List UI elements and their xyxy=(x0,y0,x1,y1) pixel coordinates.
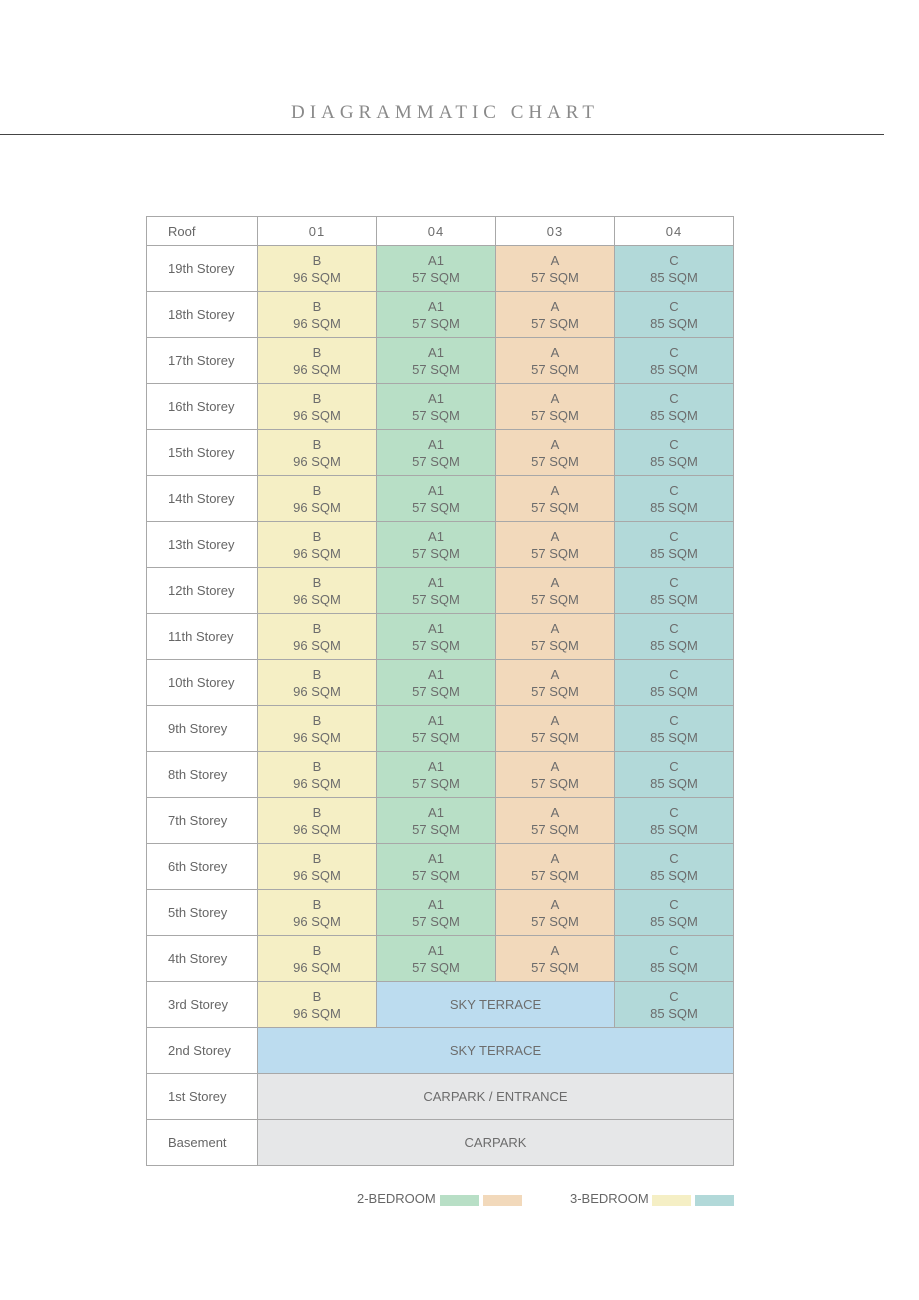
unit-size-label: 57 SQM xyxy=(412,913,460,929)
floor-row xyxy=(147,660,734,706)
unit-size-label: 96 SQM xyxy=(293,453,341,469)
legend-label-3-bedroom: 3-BEDROOM xyxy=(570,1191,649,1206)
unit-cell xyxy=(377,844,496,890)
floor-label: 19th Storey xyxy=(147,246,258,292)
unit-cell xyxy=(615,476,734,522)
unit-size-label: 96 SQM xyxy=(293,545,341,561)
floor-row xyxy=(147,614,734,660)
unit-cell xyxy=(496,798,615,844)
floor-row xyxy=(147,798,734,844)
unit-size-label: 57 SQM xyxy=(412,959,460,975)
unit-size-label: 85 SQM xyxy=(650,959,698,975)
unit-cell xyxy=(615,568,734,614)
unit-cell xyxy=(258,384,377,430)
unit-size-label: 57 SQM xyxy=(412,729,460,745)
unit-type-label: B xyxy=(312,896,322,912)
roof-label: Roof xyxy=(147,217,258,246)
unit-type-label: A xyxy=(550,482,560,498)
unit-type-label: C xyxy=(669,574,679,590)
unit-size-label: 57 SQM xyxy=(412,683,460,699)
unit-type-label: C xyxy=(669,528,679,544)
unit-cell xyxy=(258,660,377,706)
floor-label: 2nd Storey xyxy=(147,1028,258,1074)
unit-cell xyxy=(258,476,377,522)
floor-label: 7th Storey xyxy=(147,798,258,844)
floor-row xyxy=(147,522,734,568)
unit-size-label: 96 SQM xyxy=(293,1005,341,1021)
unit-cell xyxy=(496,430,615,476)
unit-cell xyxy=(496,522,615,568)
sky-terrace-cell: SKY TERRACE xyxy=(258,1028,734,1074)
unit-type-label: C xyxy=(669,344,679,360)
unit-size-label: 57 SQM xyxy=(531,591,579,607)
unit-size-label: 57 SQM xyxy=(412,315,460,331)
unit-type-label: A xyxy=(550,574,560,590)
unit-size-label: 96 SQM xyxy=(293,361,341,377)
unit-type-label: B xyxy=(312,942,322,958)
unit-cell xyxy=(258,430,377,476)
floor-row xyxy=(147,936,734,982)
unit-type-label: A1 xyxy=(428,344,444,360)
unit-size-label: 85 SQM xyxy=(650,729,698,745)
unit-cell xyxy=(615,292,734,338)
unit-type-label: A1 xyxy=(428,758,444,774)
unit-cell xyxy=(377,384,496,430)
unit-size-label: 57 SQM xyxy=(531,913,579,929)
unit-type-label: A xyxy=(550,252,560,268)
unit-type-label: A1 xyxy=(428,252,444,268)
unit-size-label: 57 SQM xyxy=(531,683,579,699)
header-row xyxy=(147,217,734,246)
unit-type-label: A1 xyxy=(428,574,444,590)
unit-size-label: 85 SQM xyxy=(650,545,698,561)
floor-label: 3rd Storey xyxy=(147,982,258,1028)
unit-size-label: 85 SQM xyxy=(650,591,698,607)
unit-cell xyxy=(377,246,496,292)
unit-type-label: B xyxy=(312,712,322,728)
unit-cell xyxy=(258,568,377,614)
unit-size-label: 96 SQM xyxy=(293,315,341,331)
unit-type-label: B xyxy=(312,574,322,590)
unit-type-label: A1 xyxy=(428,942,444,958)
unit-type-label: A xyxy=(550,850,560,866)
unit-cell xyxy=(377,614,496,660)
floor-row xyxy=(147,568,734,614)
unit-size-label: 85 SQM xyxy=(650,821,698,837)
floor-label: 8th Storey xyxy=(147,752,258,798)
unit-cell xyxy=(496,568,615,614)
unit-cell xyxy=(258,844,377,890)
floor-label: 12th Storey xyxy=(147,568,258,614)
unit-chart-table xyxy=(146,216,734,1166)
floor-row xyxy=(147,890,734,936)
unit-cell xyxy=(496,384,615,430)
unit-cell xyxy=(615,706,734,752)
unit-cell xyxy=(258,614,377,660)
unit-type-label: A1 xyxy=(428,298,444,314)
unit-size-label: 57 SQM xyxy=(531,315,579,331)
unit-type-label: A1 xyxy=(428,482,444,498)
floor-row xyxy=(147,476,734,522)
unit-type-label: B xyxy=(312,528,322,544)
unit-cell xyxy=(615,430,734,476)
unit-type-label: A1 xyxy=(428,390,444,406)
unit-cell xyxy=(496,660,615,706)
unit-cell xyxy=(615,936,734,982)
unit-type-label: A xyxy=(550,896,560,912)
unit-cell xyxy=(377,568,496,614)
legend-swatch-2-bedroom-a1 xyxy=(440,1195,479,1206)
unit-size-label: 96 SQM xyxy=(293,407,341,423)
unit-size-label: 57 SQM xyxy=(412,269,460,285)
unit-cell xyxy=(496,936,615,982)
legend-label-2-bedroom: 2-BEDROOM xyxy=(357,1191,436,1206)
unit-size-label: 57 SQM xyxy=(531,269,579,285)
unit-cell xyxy=(258,338,377,384)
unit-type-label: C xyxy=(669,620,679,636)
floor-row xyxy=(147,338,734,384)
unit-type-label: C xyxy=(669,436,679,452)
floor-label: 11th Storey xyxy=(147,614,258,660)
unit-cell xyxy=(377,476,496,522)
floor-label: 13th Storey xyxy=(147,522,258,568)
unit-type-label: C xyxy=(669,850,679,866)
floor-row xyxy=(147,1120,734,1166)
unit-size-label: 96 SQM xyxy=(293,821,341,837)
unit-cell xyxy=(615,522,734,568)
unit-size-label: 57 SQM xyxy=(531,637,579,653)
page-title: DIAGRAMMATIC CHART xyxy=(291,102,599,123)
unit-size-label: 57 SQM xyxy=(531,499,579,515)
floor-row xyxy=(147,982,734,1028)
unit-type-label: A xyxy=(550,758,560,774)
unit-type-label: A1 xyxy=(428,528,444,544)
unit-type-label: C xyxy=(669,712,679,728)
unit-size-label: 57 SQM xyxy=(531,545,579,561)
unit-type-label: B xyxy=(312,850,322,866)
unit-type-label: C xyxy=(669,758,679,774)
unit-type-label: B xyxy=(312,390,322,406)
unit-cell xyxy=(496,614,615,660)
unit-type-label: A xyxy=(550,620,560,636)
floor-label: 17th Storey xyxy=(147,338,258,384)
unit-cell xyxy=(496,890,615,936)
unit-cell xyxy=(615,982,734,1028)
unit-type-label: A1 xyxy=(428,850,444,866)
unit-size-label: 85 SQM xyxy=(650,315,698,331)
unit-cell xyxy=(377,338,496,384)
unit-cell xyxy=(377,660,496,706)
floor-label: 16th Storey xyxy=(147,384,258,430)
unit-type-label: A xyxy=(550,666,560,682)
unit-cell xyxy=(377,292,496,338)
unit-size-label: 57 SQM xyxy=(412,545,460,561)
unit-type-label: A xyxy=(550,712,560,728)
unit-type-label: B xyxy=(312,482,322,498)
unit-type-label: C xyxy=(669,390,679,406)
unit-size-label: 85 SQM xyxy=(650,637,698,653)
unit-type-label: B xyxy=(312,252,322,268)
unit-cell xyxy=(258,936,377,982)
unit-size-label: 57 SQM xyxy=(412,361,460,377)
unit-type-label: B xyxy=(312,436,322,452)
legend-swatch-3-bedroom-b xyxy=(652,1195,691,1206)
unit-size-label: 57 SQM xyxy=(531,959,579,975)
unit-size-label: 57 SQM xyxy=(412,867,460,883)
unit-cell xyxy=(615,614,734,660)
unit-cell xyxy=(258,246,377,292)
unit-cell xyxy=(258,752,377,798)
unit-size-label: 57 SQM xyxy=(531,729,579,745)
floor-row xyxy=(147,384,734,430)
unit-type-label: A xyxy=(550,298,560,314)
unit-type-label: B xyxy=(312,298,322,314)
unit-cell xyxy=(377,430,496,476)
unit-cell xyxy=(496,844,615,890)
unit-cell xyxy=(258,522,377,568)
unit-cell xyxy=(377,936,496,982)
floor-label: 5th Storey xyxy=(147,890,258,936)
unit-type-label: C xyxy=(669,298,679,314)
unit-size-label: 85 SQM xyxy=(650,867,698,883)
unit-size-label: 57 SQM xyxy=(531,361,579,377)
unit-size-label: 85 SQM xyxy=(650,499,698,515)
floor-row xyxy=(147,1028,734,1074)
unit-cell xyxy=(496,292,615,338)
unit-type-label: C xyxy=(669,896,679,912)
unit-size-label: 96 SQM xyxy=(293,775,341,791)
unit-cell xyxy=(615,338,734,384)
floor-label: 9th Storey xyxy=(147,706,258,752)
unit-cell xyxy=(496,706,615,752)
unit-cell xyxy=(258,982,377,1028)
unit-size-label: 57 SQM xyxy=(531,775,579,791)
unit-type-label: C xyxy=(669,942,679,958)
unit-cell xyxy=(496,338,615,384)
unit-size-label: 96 SQM xyxy=(293,913,341,929)
unit-cell xyxy=(615,844,734,890)
unit-size-label: 57 SQM xyxy=(531,453,579,469)
unit-size-label: 57 SQM xyxy=(412,591,460,607)
column-header-unit: 04 xyxy=(377,217,496,246)
unit-cell xyxy=(258,706,377,752)
floor-row xyxy=(147,430,734,476)
unit-size-label: 96 SQM xyxy=(293,729,341,745)
sky-terrace-cell: SKY TERRACE xyxy=(377,982,615,1028)
unit-type-label: A xyxy=(550,390,560,406)
carpark-cell: CARPARK / ENTRANCE xyxy=(258,1074,734,1120)
unit-cell xyxy=(615,798,734,844)
unit-size-label: 85 SQM xyxy=(650,361,698,377)
unit-type-label: A1 xyxy=(428,620,444,636)
unit-type-label: A1 xyxy=(428,896,444,912)
unit-size-label: 85 SQM xyxy=(650,775,698,791)
unit-type-label: B xyxy=(312,344,322,360)
unit-cell xyxy=(258,798,377,844)
unit-type-label: B xyxy=(312,988,322,1004)
unit-size-label: 85 SQM xyxy=(650,453,698,469)
floor-row xyxy=(147,706,734,752)
floor-row xyxy=(147,844,734,890)
unit-size-label: 96 SQM xyxy=(293,637,341,653)
unit-type-label: C xyxy=(669,482,679,498)
title-divider xyxy=(0,134,884,135)
unit-type-label: C xyxy=(669,252,679,268)
unit-cell xyxy=(377,706,496,752)
unit-size-label: 85 SQM xyxy=(650,407,698,423)
floor-label: 4th Storey xyxy=(147,936,258,982)
unit-type-label: A xyxy=(550,942,560,958)
carpark-cell: CARPARK xyxy=(258,1120,734,1166)
legend-swatch-3-bedroom-c xyxy=(695,1195,734,1206)
unit-size-label: 57 SQM xyxy=(412,637,460,653)
floor-row xyxy=(147,752,734,798)
unit-size-label: 85 SQM xyxy=(650,683,698,699)
unit-cell xyxy=(496,246,615,292)
unit-cell xyxy=(615,752,734,798)
legend-swatch-2-bedroom-a xyxy=(483,1195,522,1206)
unit-type-label: A1 xyxy=(428,712,444,728)
floor-label: 10th Storey xyxy=(147,660,258,706)
unit-cell xyxy=(615,890,734,936)
floor-row xyxy=(147,1074,734,1120)
column-header-unit: 04 xyxy=(615,217,734,246)
unit-cell xyxy=(615,246,734,292)
floor-label: Basement xyxy=(147,1120,258,1166)
unit-type-label: B xyxy=(312,758,322,774)
unit-size-label: 57 SQM xyxy=(412,775,460,791)
unit-size-label: 85 SQM xyxy=(650,913,698,929)
floor-label: 14th Storey xyxy=(147,476,258,522)
unit-size-label: 57 SQM xyxy=(412,453,460,469)
unit-size-label: 85 SQM xyxy=(650,269,698,285)
column-header-unit: 01 xyxy=(258,217,377,246)
unit-type-label: B xyxy=(312,666,322,682)
unit-cell xyxy=(615,660,734,706)
unit-size-label: 57 SQM xyxy=(412,821,460,837)
unit-type-label: C xyxy=(669,666,679,682)
unit-cell xyxy=(496,476,615,522)
unit-type-label: A1 xyxy=(428,436,444,452)
unit-size-label: 57 SQM xyxy=(531,821,579,837)
unit-size-label: 96 SQM xyxy=(293,867,341,883)
unit-type-label: A xyxy=(550,528,560,544)
unit-cell xyxy=(496,752,615,798)
floor-label: 15th Storey xyxy=(147,430,258,476)
unit-type-label: C xyxy=(669,804,679,820)
unit-cell xyxy=(258,890,377,936)
unit-size-label: 96 SQM xyxy=(293,683,341,699)
unit-type-label: B xyxy=(312,804,322,820)
unit-size-label: 96 SQM xyxy=(293,591,341,607)
unit-cell xyxy=(377,522,496,568)
unit-cell xyxy=(615,384,734,430)
floor-row xyxy=(147,246,734,292)
unit-type-label: A xyxy=(550,804,560,820)
floor-label: 1st Storey xyxy=(147,1074,258,1120)
unit-size-label: 85 SQM xyxy=(650,1005,698,1021)
unit-type-label: A xyxy=(550,344,560,360)
unit-size-label: 96 SQM xyxy=(293,959,341,975)
unit-cell xyxy=(377,798,496,844)
unit-type-label: C xyxy=(669,988,679,1004)
unit-size-label: 57 SQM xyxy=(531,407,579,423)
unit-size-label: 96 SQM xyxy=(293,499,341,515)
unit-size-label: 57 SQM xyxy=(531,867,579,883)
floor-label: 6th Storey xyxy=(147,844,258,890)
unit-size-label: 96 SQM xyxy=(293,269,341,285)
unit-cell xyxy=(258,292,377,338)
unit-size-label: 57 SQM xyxy=(412,499,460,515)
column-header-unit: 03 xyxy=(496,217,615,246)
unit-type-label: B xyxy=(312,620,322,636)
unit-size-label: 57 SQM xyxy=(412,407,460,423)
unit-type-label: A1 xyxy=(428,804,444,820)
floor-row xyxy=(147,292,734,338)
unit-cell xyxy=(377,890,496,936)
floor-label: 18th Storey xyxy=(147,292,258,338)
legend xyxy=(0,1190,919,1212)
unit-type-label: A xyxy=(550,436,560,452)
unit-type-label: A1 xyxy=(428,666,444,682)
unit-cell xyxy=(377,752,496,798)
